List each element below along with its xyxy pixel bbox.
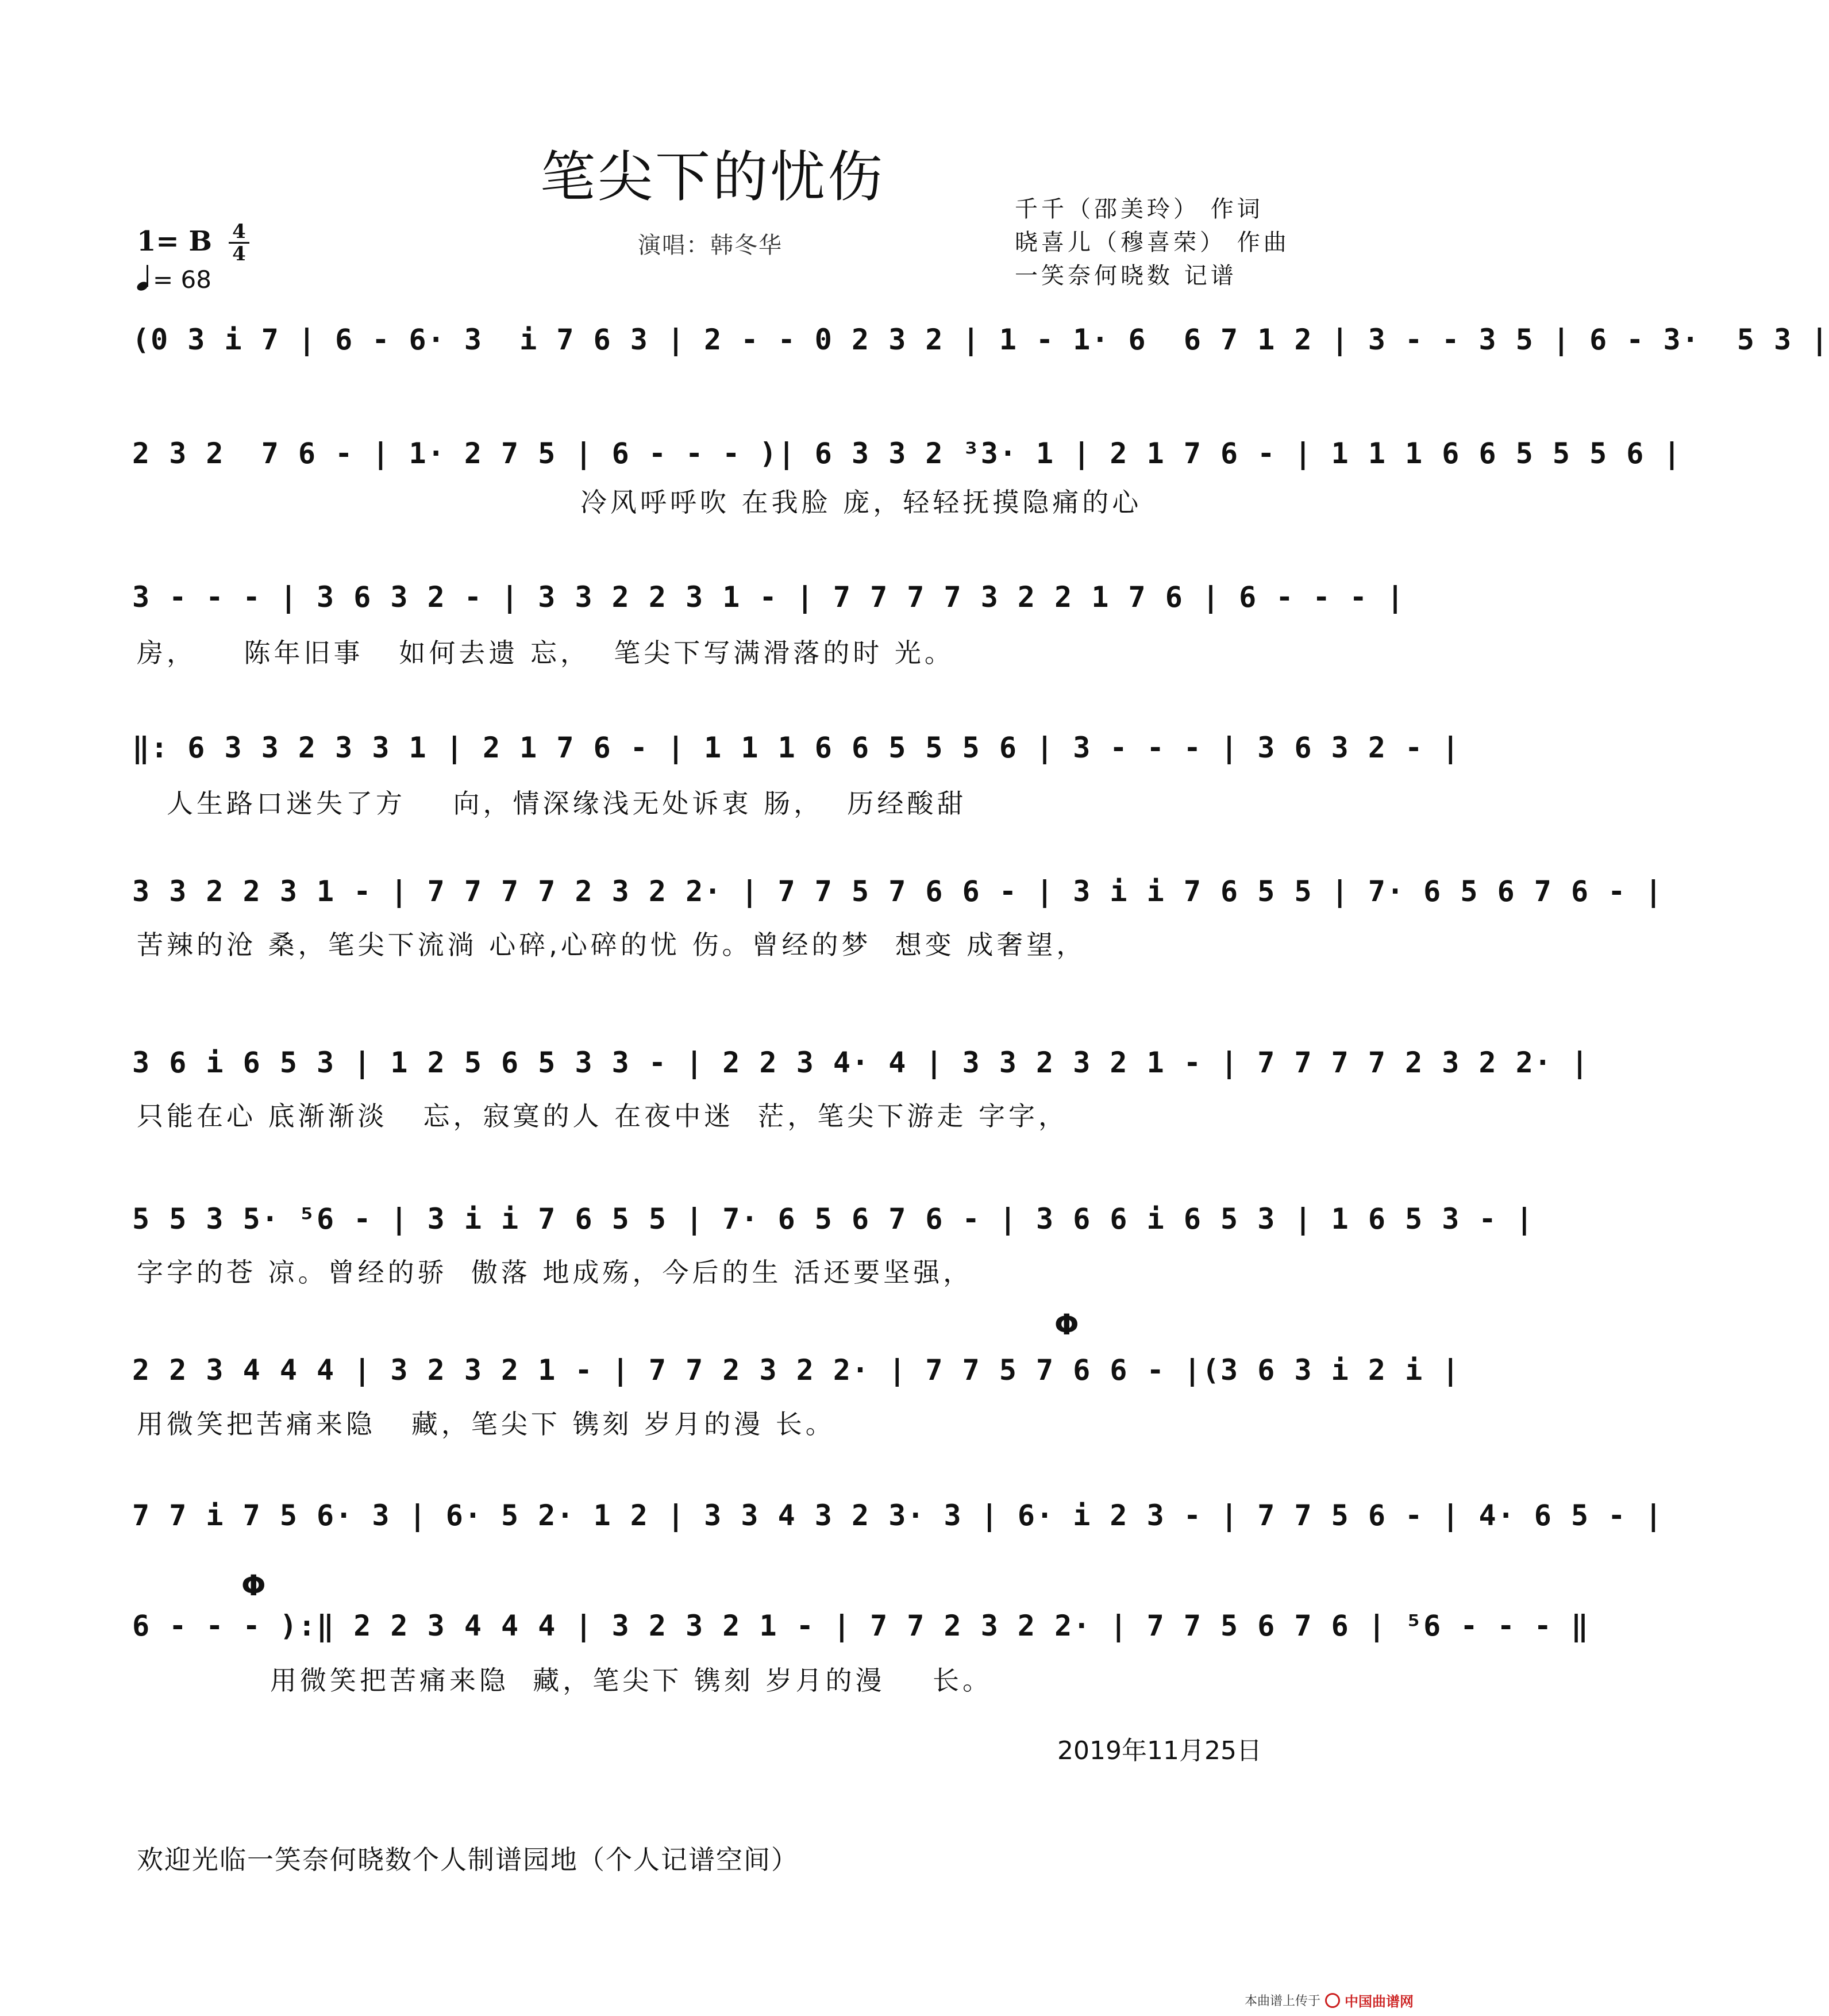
tempo-value: = 68 <box>153 266 211 294</box>
lyrics-line-7: 字字的苍 凉。曾经的骄 傲落 地成殇，今后的生 活还要坚强， <box>137 1257 973 1288</box>
notation-line-10: 6 - - - ):‖ 2 2 3 4 4 4 | 3 2 3 2 1 - | 7 7 2 3 2 2· | 7 7 5 6 7 6 | ⁵6 - - - ‖ <box>132 1609 1590 1642</box>
notation-line-8: 2 2 3 4 4 4 | 3 2 3 2 1 - | 7 7 2 3 2 2· | 7 7 5 7 6 6 - |(3 6 3 i 2 i | <box>132 1353 1461 1387</box>
lyricist-credit: 千千（邵美玲） 作词 <box>1015 196 1264 222</box>
lyrics-line-3: 房， 陈年旧事 如何去遗 忘， 笔尖下写满滑落的时 光。 <box>137 637 954 668</box>
footer-note: 欢迎光临一笑奈何晓数个人制谱园地（个人记谱空间） <box>137 1844 799 1875</box>
composer-credit: 晓喜儿（穆喜荣） 作曲 <box>1015 229 1290 256</box>
site-watermark <box>1245 1990 1414 2010</box>
lyrics-line-10: 用微笑把苦痛来隐 藏，笔尖下 镌刻 岁月的漫 长。 <box>270 1665 992 1696</box>
quarter-note-icon <box>137 266 153 291</box>
singer-credit: 演唱：韩冬华 <box>638 232 783 259</box>
lyrics-line-6: 只能在心 底渐渐淡 忘，寂寞的人 在夜中迷 茫，笔尖下游走 字字， <box>137 1101 1068 1132</box>
watermark-text: 本曲谱上传于 <box>1244 1994 1320 2009</box>
tempo-marking <box>137 266 211 294</box>
lyrics-line-4: 人生路口迷失了方 向，情深缘浅无处诉衷 肠， 历经酸甜 <box>167 788 967 819</box>
notation-line-9: 7 7 i 7 5 6· 3 | 6· 5 2· 1 2 | 3 3 4 3 2 3· 3 | 6· i 2 3 - | 7 7 5 6 - | 4· 6 5 - | <box>132 1499 1664 1532</box>
notation-line-2: 2 3 2 7 6 - | 1· 2 7 5 | 6 - - - )| 6 3 3 2 ³3· 1 | 2 1 7 6 - | 1 1 1 6 6 5 5 5 6 | <box>132 437 1682 470</box>
coda-sign: Φ <box>1054 1308 1079 1341</box>
time-signature-top: 4 <box>232 220 246 243</box>
coda-sign-2: Φ <box>241 1569 266 1602</box>
time-signature-bottom: 4 <box>232 243 246 266</box>
transcriber-credit: 一笑奈何晓数 记谱 <box>1015 263 1237 289</box>
notation-line-5: 3 3 2 2 3 1 - | 7 7 7 7 2 3 2 2· | 7 7 5 7 6 6 - | 3 i i 7 6 5 5 | 7· 6 5 6 7 6 - | <box>132 875 1664 908</box>
watermark-site: 中国曲谱网 <box>1345 1994 1414 2010</box>
notation-line-1: (0 3 i 7 | 6 - 6· 3 i 7 6 3 | 2 - - 0 2 3 2 | 1 - 1· 6 6 7 1 2 | 3 - - 3 5 | 6 - 3· 5 3 | <box>132 323 1829 356</box>
notation-line-3: 3 - - - | 3 6 3 2 - | 3 3 2 2 3 1 - | 7 7 7 7 3 2 2 1 7 6 | 6 - - - | <box>132 580 1406 614</box>
notation-line-7: 5 5 3 5· ⁵6 - | 3 i i 7 6 5 5 | 7· 6 5 6 7 6 - | 3 6 6 i 6 5 3 | 1 6 5 3 - | <box>132 1202 1534 1236</box>
key-signature: 1= B <box>137 225 212 257</box>
lyrics-line-5: 苦辣的沧 桑，笔尖下流淌 心碎,心碎的忧 伤。曾经的梦 想变 成奢望， <box>137 929 1087 960</box>
lyrics-line-2: 冷风呼呼吹 在我脸 庞，轻轻抚摸隐痛的心 <box>580 487 1142 518</box>
site-logo-icon <box>1325 1993 1340 2008</box>
lyrics-line-8: 用微笑把苦痛来隐 藏，笔尖下 镌刻 岁月的漫 长。 <box>137 1409 835 1440</box>
date-stamp: 2019年11月25日 <box>1057 1736 1262 1765</box>
notation-line-4: ‖: 6 3 3 2 3 3 1 | 2 1 7 6 - | 1 1 1 6 6 5 5 5 6 | 3 - - - | 3 6 3 2 - | <box>132 731 1461 764</box>
notation-line-6: 3 6 i 6 5 3 | 1 2 5 6 5 3 3 - | 2 2 3 4· 4 | 3 3 2 3 2 1 - | 7 7 7 7 2 3 2 2· | <box>132 1046 1590 1079</box>
credits-block <box>1015 193 1290 293</box>
time-signature <box>225 221 253 264</box>
song-title: 笔尖下的忧伤 <box>540 145 885 209</box>
